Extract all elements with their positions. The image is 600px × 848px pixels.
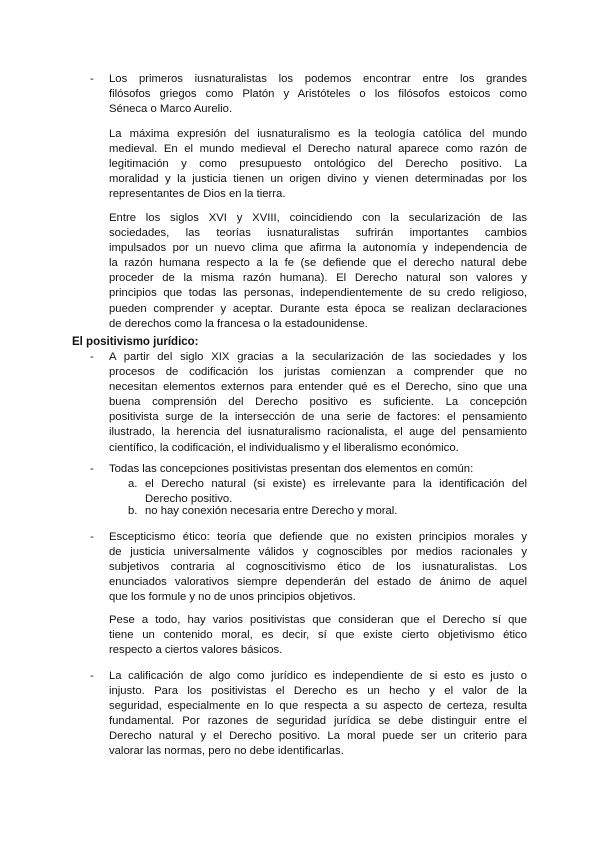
text-line: Escepticismo ético: teoría que defiende que no existen principios morales y xyxy=(109,531,527,543)
section-heading: El positivismo jurídico: xyxy=(72,336,199,348)
text-line: Derecho positivo. xyxy=(145,493,233,506)
text-line: La calificación de algo como jurídico es independiente de si esto es justo o xyxy=(109,670,527,682)
text-line: enunciados valorativos siempre dependerán del estado de ánimo de aquel xyxy=(109,576,527,589)
text-line: ilustrado, la herencia del iusnaturalismo racionalista, el auge del pensamiento xyxy=(109,426,527,439)
text-line: la razón humana respecto a la fe (se defiende que el derecho natural debe xyxy=(109,257,527,270)
text-line: científico, la codificación, el individualismo y el liberalismo económico. xyxy=(109,441,459,454)
text-line: Todas las concepciones positivistas presentan dos elementos en común: xyxy=(109,463,474,475)
text-line: de justicia universalmente válidos y cognoscibles por medios racionales y xyxy=(109,546,527,559)
text-line: respecto a ciertos valores básicos. xyxy=(109,644,283,657)
bullet-dash: - xyxy=(90,531,94,543)
paragraph xyxy=(109,72,527,117)
paragraph xyxy=(109,350,527,456)
text-line: moralidad y la justicia tienen un origen divino y vienen determinadas por los xyxy=(109,173,527,186)
text-line: proceder de la misma razón humana). El Derecho natural son valores y xyxy=(109,272,527,285)
text-line: buena comprensión del Derecho positivo es suficiente. La concepción xyxy=(109,396,527,409)
bullet-dash: - xyxy=(90,670,94,682)
text-line: no hay conexión necesaria entre Derecho y moral. xyxy=(145,505,398,517)
text-line: que los formule y no de unos principios objetivos. xyxy=(109,591,356,604)
paragraph xyxy=(109,530,527,605)
text-line: Derecho natural y el Derecho positivo. La moral puede ser un criterio para xyxy=(109,730,527,743)
paragraph xyxy=(109,462,527,477)
text-line: La máxima expresión del iusnaturalismo es la teología católica del mundo xyxy=(109,128,527,140)
text-line: subjetivos contraria al cognoscitivismo ético de los iusnaturalistas. Los xyxy=(109,561,527,574)
text-line: Pese a todo, hay varios positivistas que consideran que el Derecho sí que xyxy=(109,614,527,626)
bullet-dash: - xyxy=(90,351,94,363)
paragraph xyxy=(109,613,527,658)
text-line: seguridad, especialmente en lo que respecta a su aspecto de certeza, resulta xyxy=(109,700,527,713)
list-marker-b: b. xyxy=(128,505,138,517)
text-line: de derechos como la francesa o la estadounidense. xyxy=(109,317,368,330)
text-line: legitimación y como presupuesto ontológico del Derecho positivo. La xyxy=(109,158,527,171)
text-line: tiene un contenido moral, es decir, sí que existe cierto objetivismo ético xyxy=(109,629,527,642)
paragraph xyxy=(109,127,527,202)
text-line: principios que todas las personas, independientemente de su credo religioso, xyxy=(109,287,527,300)
bullet-dash: - xyxy=(90,73,94,85)
text-line: medieval. En el mundo medieval el Derecho natural aparece como razón de xyxy=(109,143,527,156)
text-line: necesitan elementos externos para entender qué es el Derecho, sino que una xyxy=(109,381,527,394)
text-line: A partir del siglo XIX gracias a la secularización de las sociedades y los xyxy=(109,351,527,363)
sub-list-item xyxy=(145,504,527,519)
text-line: el Derecho natural (si existe) es irrelevante para la identificación del xyxy=(145,478,527,490)
list-marker-a: a. xyxy=(128,478,138,490)
text-line: representantes de Dios en la tierra. xyxy=(109,188,286,201)
text-line: procesos de codificación los juristas comienzan a comprender que no xyxy=(109,366,527,379)
text-line: filósofos griegos como Platón y Aristóteles o los filósofos estoicos como xyxy=(109,88,527,101)
text-line: Entre los siglos XVI y XVIII, coincidiendo con la secularización de las xyxy=(109,212,527,224)
text-line: impulsados por un nuevo clima que afirma la autonomía y independencia de xyxy=(109,242,527,255)
paragraph xyxy=(109,669,527,760)
bullet-dash: - xyxy=(90,463,94,475)
text-line: Séneca o Marco Aurelio. xyxy=(109,103,233,116)
text-line: positivista surge de la intersección de una serie de factores: el pensamiento xyxy=(109,411,527,424)
text-line: valorar las normas, pero no debe identificarlas. xyxy=(109,745,344,758)
text-line: fundamental. Por razones de seguridad jurídica se debe distinguir entre el xyxy=(109,715,527,728)
text-line: pueden comprender y aceptar. Durante esta época se realizan declaraciones xyxy=(109,302,527,315)
text-line: sociedades, las teorías iusnaturalistas sufrirán importantes cambios xyxy=(109,227,527,240)
text-line: injusto. Para los positivistas el Derecho es un hecho y el valor de la xyxy=(109,685,527,698)
sub-list-item xyxy=(145,477,527,507)
text-line: Los primeros iusnaturalistas los podemos encontrar entre los grandes xyxy=(109,73,527,85)
paragraph xyxy=(109,211,527,332)
